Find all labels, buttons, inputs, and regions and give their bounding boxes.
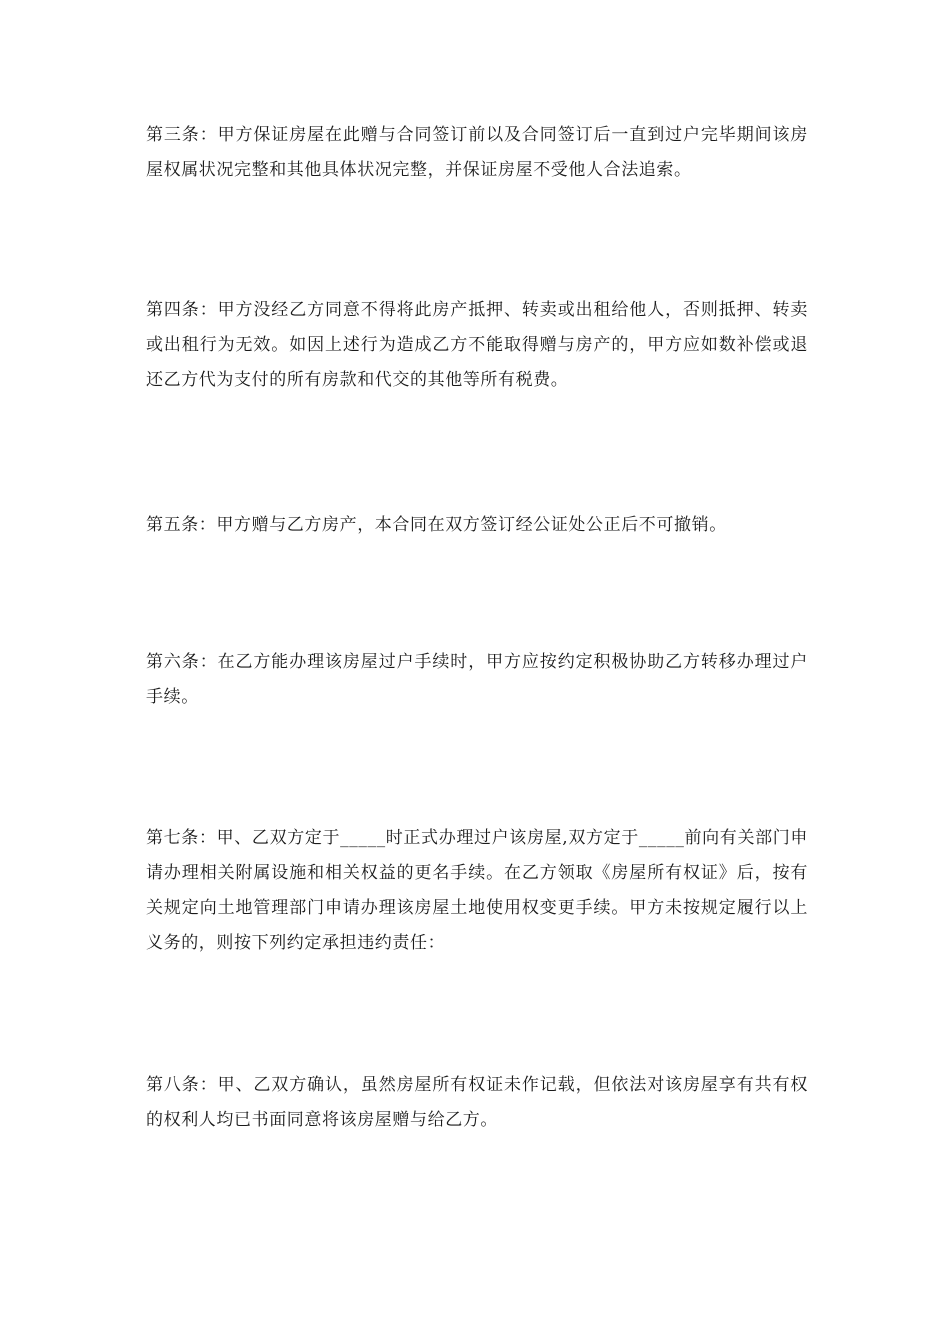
- clause-7-paragraph: 第七条：甲、乙双方定于_____时正式办理过户该房屋,双方定于_____前向有关部门申请办理相关附属设施和相关权益的更名手续。在乙方领取《房屋所有权证》后，按有关规定向土地管理部门申请办理该房屋土地使用权变更手续。甲方未按规定履行以上义务的，则按下列约定承担违约责任：: [146, 828, 808, 953]
- clause-4-paragraph: 第四条：甲方没经乙方同意不得将此房产抵押、转卖或出租给他人，否则抵押、转卖或出租行为无效。如因上述行为造成乙方不能取得赠与房产的，甲方应如数补偿或退还乙方代为支付的所有房款和代交的其他等所有税费。: [146, 300, 808, 390]
- clause-6-paragraph: 第六条：在乙方能办理该房屋过户手续时，甲方应按约定积极协助乙方转移办理过户手续。: [146, 652, 808, 707]
- clause-3-paragraph: 第三条：甲方保证房屋在此赠与合同签订前以及合同签订后一直到过户完毕期间该房屋权属状况完整和其他具体状况完整，并保证房屋不受他人合法追索。: [146, 125, 808, 180]
- clause-8-paragraph: 第八条：甲、乙双方确认，虽然房屋所有权证未作记载，但依法对该房屋享有共有权的权利人均已书面同意将该房屋赠与给乙方。: [146, 1075, 808, 1130]
- clause-5-paragraph: 第五条：甲方赠与乙方房产，本合同在双方签订经公证处公正后不可撤销。: [146, 515, 727, 535]
